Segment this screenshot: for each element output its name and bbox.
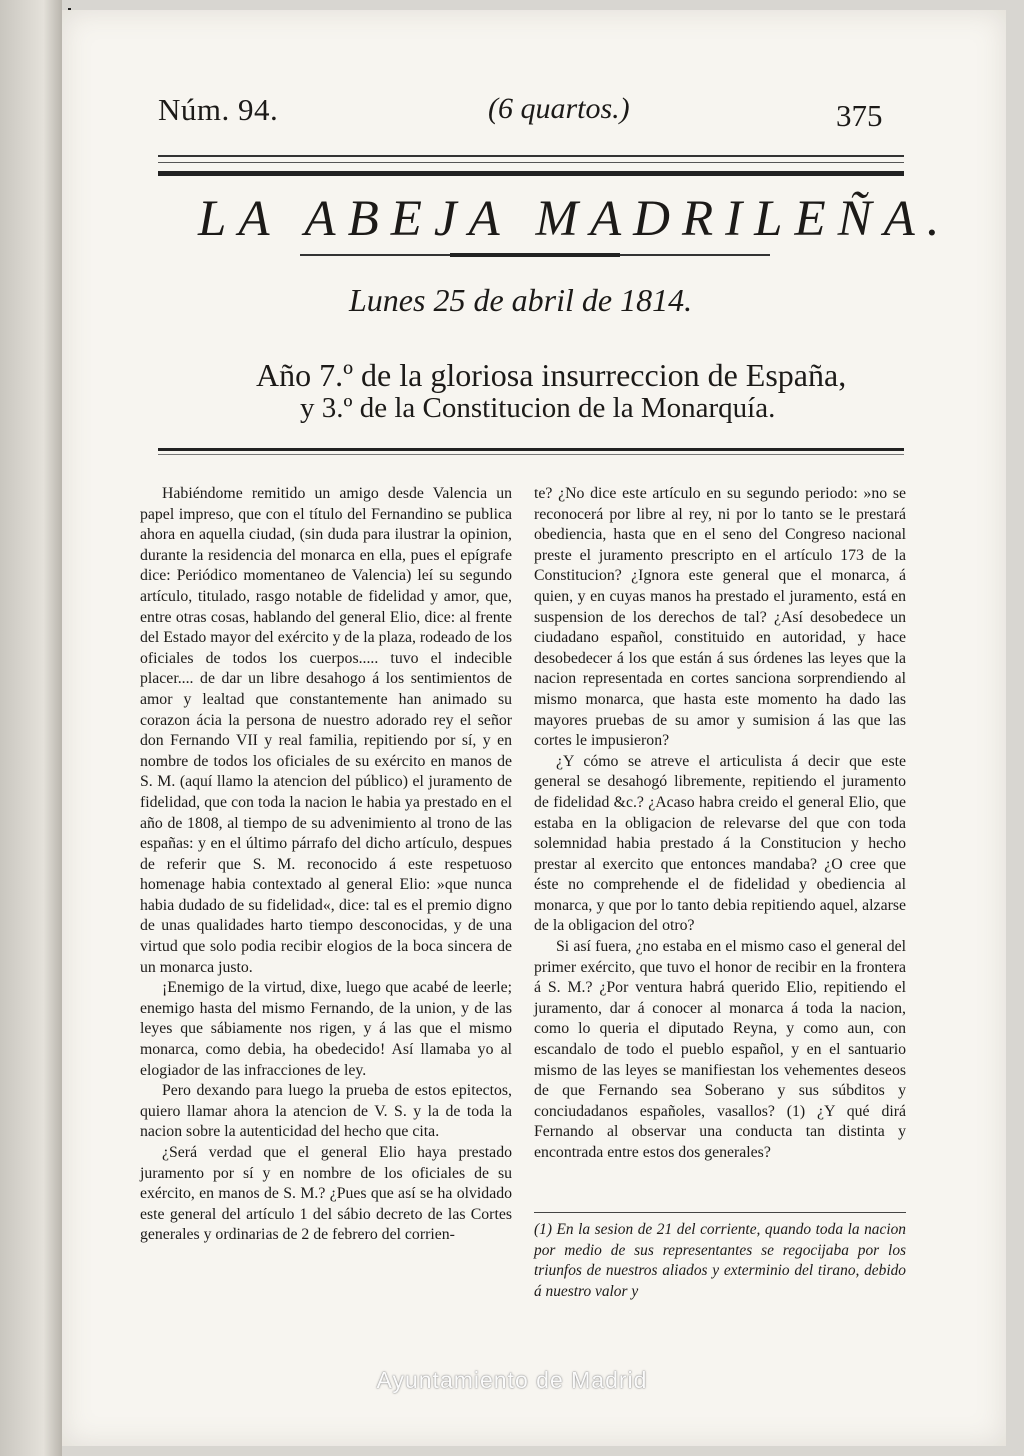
header-rule: [158, 155, 904, 176]
year-line-2: y 3.º de la Constitucion de la Monarquía.: [300, 392, 776, 424]
paragraph: ¿Será verdad que el general Elio haya prestado juramento por sí y en nombre de los oficiales de su exército, en manos de S. M.? ¿Pues que así se ha olvidado este general del artículo 1 del sábio decreto de las Cortes generales y ordinarias de 2 de febrero del corrien-: [140, 1144, 512, 1244]
left-column: [140, 484, 512, 1246]
footnote-rule: [534, 1212, 906, 1213]
paragraph: Habiéndome remitido un amigo desde Valencia un papel impreso, que con el título del Fernandino se publica ahora en aquella ciudad, (sin duda para ilustrar la opinion, durante la residencia del monarca en ella, pues el epígrafe dice: Periódico momentaneo de Valencia) leí su segundo artículo, titulado, rasgo notable de fidelidad y amor, que, entre otras cosas, hablando del general Elio, dice: al frente del Estado mayor del exército y de la plaza, rodeado de los oficiales de todos los cuerpos..... tuvo el indecible placer.... de dar un libre desahogo á los sentimientos de amor y lealtad que constantemente han animado su corazon ácia la persona de nuestro adorado rey el señor don Fernando VII y real familia, repitiendo por sí, y en nombre de todos los oficiales de su exército en manos de S. M. (aquí llamo la atencion del público) el juramento de fidelidad, que con toda la nacion le habia ya prestado en el año de 1808, al tiempo de su advenimiento al trono de las españas: y en el último párrafo del dicho artículo, despues de referir que S. M. reconocido á este respetuoso homenage habia contextado al general Elio: »que nunca habia dudado de su fidelidad«, dice: tal es el premio digno de unas qualidades harto tiempo desconocidas, y de una virtud que solo podia recibir elogios de la boca sincera de un monarca justo.: [140, 485, 512, 976]
issue-price: (6 quartos.): [488, 92, 630, 125]
footnote: (1) En la sesion de 21 del corriente, quando toda la nacion por medio de sus representantes se regocijaba por los triunfos de nuestros aliados y exterminio del tirano, debido á nuestro valor y: [534, 1221, 906, 1300]
paragraph: Si así fuera, ¿no estaba en el mismo caso el general del primer exército, que tuvo el honor de recibir en la frontera á S. M.? ¿Por ventura habrá querido Elio, repitiendo el juramento, dar á conocer al monarca á toda la nacion, como lo queria el diputado Reyna, y como aun, con escandalo de todo el pueblo español, y en el santuario mismo de las leyes se manifiestan los vehementes deseos de que Fernando sea Soberano y sus súbditos y conciudadanos españoles, vasallos? (1) ¿Y qué dirá Fernando al observar una conducta tan distinta y encontrada entre estos dos generales?: [534, 938, 906, 1161]
dateline: Lunes 25 de abril de 1814.: [349, 282, 693, 318]
paragraph: ¡Enemigo de la virtud, dixe, luego que acabé de leerle; enemigo hasta del mismo Fernando, de la union, y de las leyes que sábiamente nos rigen, y á las que el mismo monarca, como debia, ha obedecido! Así llamaba yo al elogiador de las infracciones de ley.: [140, 979, 512, 1079]
masthead-ornament: [300, 254, 770, 256]
paragraph: Pero dexando para luego la prueba de estos epitectos, quiero llamar ahora la atencion de V. S. y la de toda la nacion sobre la autenticidad del hecho que cita.: [140, 1082, 512, 1141]
watermark: Ayuntamiento de Madrid: [376, 1367, 648, 1393]
page-number: 375: [836, 98, 883, 133]
masthead-title: LA ABEJA MADRILEÑA.: [198, 191, 952, 247]
paragraph: ¿Y cómo se atreve el articulista á decir que este general se desahogó libremente, repitiendo el juramento de fidelidad &c.? ¿Acaso habra creido el general Elio, que estaba en la obligacion de relevarse del que con toda solemnidad habia prestado á la Constitucion y hecho prestar al exercito que entonces mandaba? ¿O cree que éste no comprehende el de fidelidad y obediencia al monarca, y que por lo tanto debia repitiendo aquel, alzarse de la obligacion del otro?: [534, 752, 906, 935]
issue-number: Núm. 94.: [158, 92, 279, 127]
paragraph: te? ¿No dice este artículo en su segundo periodo: »no se reconocerá por libre al rey, ni por lo tanto se le prestará obediencia, hasta que en el seno del Congreso nacional preste el juramento prescripto en el artículo 173 de la Constitucion? ¿Ignora este general que el monarca, á quien, y en cuyas manos ha prestado el juramento, está en suspension de los derechos de tal? ¿Así desobedece un ciudadano español, constituido en autoridad, y hace desobedecer á los que están á sus órdenes las leyes que la nacion representada en cortes sanciona sorprendiendo al mismo monarca, que hasta este momento ha dado las mayores pruebas de su amor y sumision á las que las cortes le impusieron?: [534, 485, 906, 750]
right-column: [534, 484, 906, 1164]
binding-edge: [0, 0, 62, 1456]
year-line-1: Año 7.º de la gloriosa insurreccion de España,: [256, 357, 847, 393]
section-rule: [158, 448, 904, 451]
